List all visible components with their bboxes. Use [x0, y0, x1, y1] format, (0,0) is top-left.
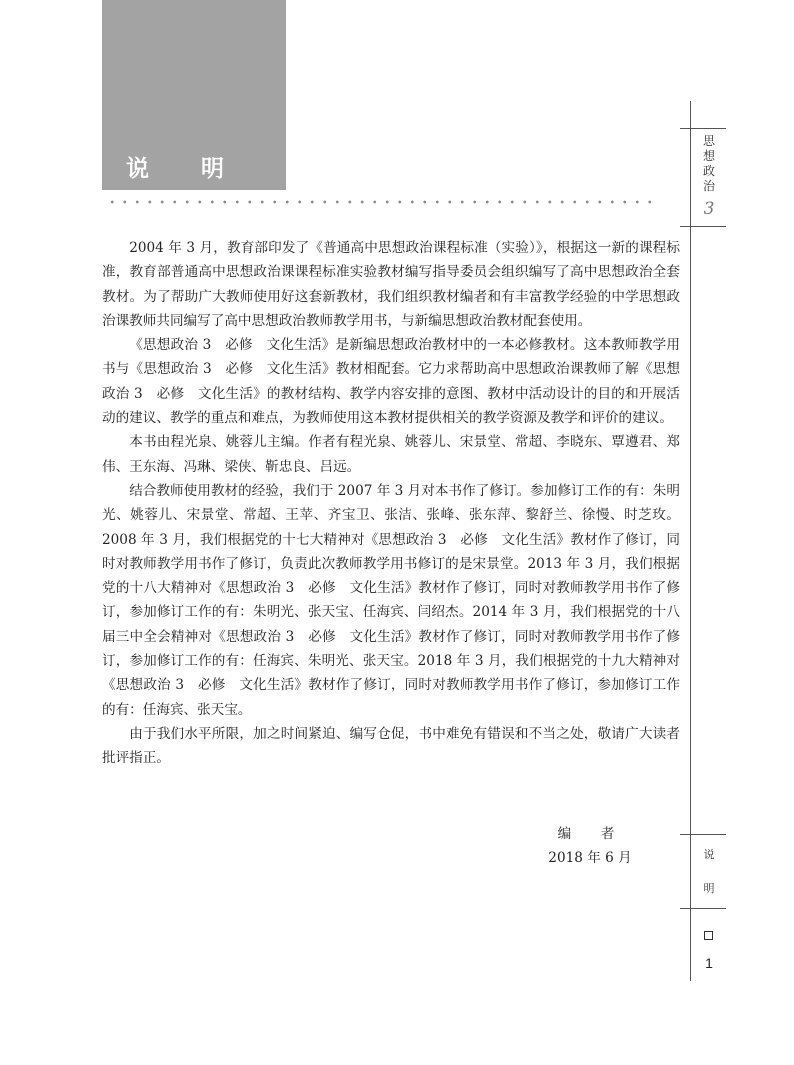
- margin-tick: [680, 226, 726, 227]
- section-label-char: 明: [703, 882, 715, 895]
- section-label-char: 说: [703, 848, 715, 861]
- signature-date: 2018 年 6 月: [548, 850, 632, 866]
- margin-rule: [690, 101, 691, 981]
- dotted-divider: [106, 200, 651, 204]
- paragraph: 2004 年 3 月，教育部印发了《普通高中思想政治课程标准（实验）》，根据这一新的课程标准，教育部普通高中思想政治课课程标准实验教材编写指导委员会组织编写了高中思想政治全套教材。为了帮助广大教师使用好这套新教材，我们组织教材编者和有丰富教学经验的中学思想政治课教师共同编写了高中思想政治教师教学用书，与新编思想政治教材配套使用。: [102, 240, 680, 329]
- margin-tick: [680, 834, 726, 835]
- title-banner: [102, 0, 286, 190]
- paragraph: 结合教师使用教材的经验，我们于 2007 年 3 月对本书作了修订。参加修订工作的有：朱明光、姚蓉儿、宋景堂、常超、王苹、齐宝卫、张洁、张峰、张东萍、黎舒兰、徐慢、时芝玫。2008 年 3 月，我们根据党的十七大精神对《思想政治 3 必修 文化生活》教材作了修订，同时对教师教学用书作了修订，负责此次教师教学用书修订的是宋景堂。2013 年 3 月，我们根据党的十八大精神对《思想政治 3 必修 文化生活》教材作了修订，同时对教师教学用书作了修订，参加修订工作的有：朱明光、张天宝、任海宾、闫绍杰。2014 年 3 月，我们根据党的十八届三中全会精神对《思想政治 3 必修 文化生活》教材作了修订，同时对教师教学用书作了修订，参加修订工作的有：任海宾、朱明光、张天宝。2018 年 3 月，我们根据党的十九大精神对《思想政治 3 必修 文化生活》教材作了修订，同时对教师教学用书作了修订，参加修订工作的有：任海宾、张天宝。: [102, 482, 680, 718]
- paragraph: 由于我们水平所限，加之时间紧迫、编写仓促，书中难免有错误和不当之处，敬请广大读者批评指正。: [102, 725, 680, 767]
- paragraph: 本书由程光泉、姚蓉儿主编。作者有程光泉、姚蓉儿、宋景堂、常超、李晓东、覃遵君、郑伟、王东海、冯琳、梁侠、靳忠良、吕远。: [102, 434, 680, 475]
- square-icon: [704, 931, 713, 940]
- page-number: 1: [705, 955, 713, 971]
- page-title: 说 明: [126, 156, 226, 182]
- book-number: 3: [703, 199, 715, 219]
- book-title-vertical: 思 想 政 治: [702, 134, 715, 193]
- body-text: [102, 236, 680, 771]
- signature-author: 编 者: [557, 826, 623, 842]
- margin-tick: [680, 128, 726, 129]
- margin-tick: [680, 908, 726, 909]
- paragraph: 《思想政治 3 必修 文化生活》是新编思想政治教材中的一本必修教材。这本教师教学用书与《思想政治 3 必修 文化生活》教材相配套。它力求帮助高中思想政治课教师了解《思想政治 3 必修 文化生活》的教材结构、教学内容安排的意图、教材中活动设计的目的和开展活动的建议、教学的重点和难点，为教师使用这本教材提供相关的教学资源及教学和评价的建议。: [102, 337, 680, 427]
